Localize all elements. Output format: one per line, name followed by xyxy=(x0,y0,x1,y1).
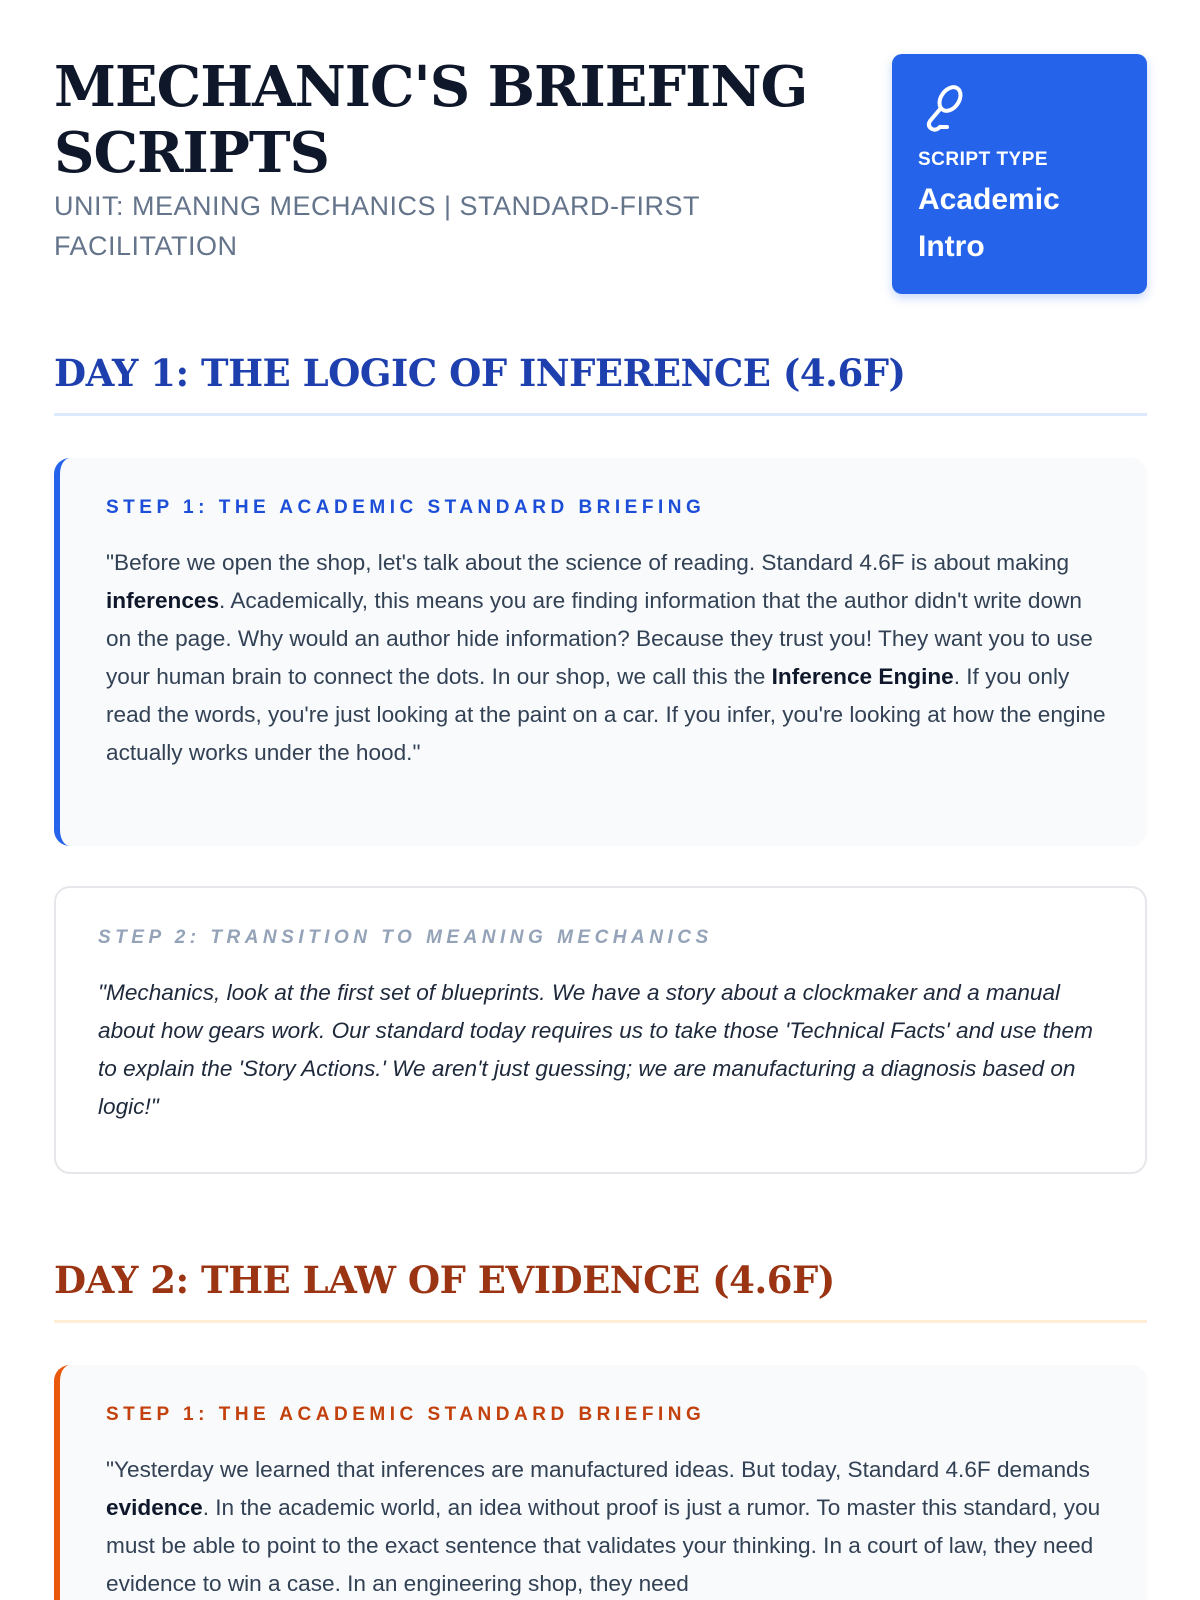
day-1-step-2-text: "Mechanics, look at the first set of blueprints. We have a story about a clockmaker and a manual about how gears work. Our standard today requires us to take those 'Technical Facts' and use them to explain the 'Story Actions.' We aren't just guessing; we are manufacturing a diagnosis based on logic!" xyxy=(98,980,1093,1119)
day-2-divider xyxy=(54,1320,1147,1323)
day-1-heading: DAY 1: THE LOGIC OF INFERENCE (4.6F) xyxy=(54,351,906,395)
day-1-step-2-card xyxy=(54,886,1147,1174)
page-subtitle: UNIT: MEANING MECHANICS | STANDARD-FIRST FACILITATION xyxy=(54,191,700,261)
day-1-step-1-label: STEP 1: THE ACADEMIC STANDARD BRIEFING xyxy=(106,497,706,518)
script-text: . Academically, this means you are finding information that the author didn't write down on the page. Why would an author hide information? Because they trust you! They want you to use your human brain to connect the dots. In our shop, we call this the xyxy=(106,588,1093,689)
day-2-heading: DAY 2: THE LAW OF EVIDENCE (4.6F) xyxy=(54,1258,835,1302)
key-term: evidence xyxy=(106,1495,203,1520)
day-1-step-1-card xyxy=(54,458,1147,846)
script-type-value: Academic Intro xyxy=(918,183,1060,263)
page-title: MECHANIC'S BRIEFING SCRIPTS xyxy=(54,54,808,186)
script-text: "Yesterday we learned that inferences are manufactured ideas. But today, Standard 4.6F demands xyxy=(106,1457,1090,1482)
key-term: inferences xyxy=(106,588,220,613)
script-text: . If you only read the words, you're just looking at the paint on a car. If you infer, you're looking at how the engine actually works under the hood." xyxy=(106,664,1106,765)
script-type-card xyxy=(892,54,1147,294)
script-type-label: SCRIPT TYPE xyxy=(918,149,1049,170)
day-2-step-1-label: STEP 1: THE ACADEMIC STANDARD BRIEFING xyxy=(106,1404,706,1425)
key-term: Inference Engine xyxy=(771,664,954,689)
script-text: "Before we open the shop, let's talk about the science of reading. Standard 4.6F is about making xyxy=(106,550,1070,575)
day-1-step-2-label: STEP 2: TRANSITION TO MEANING MECHANICS xyxy=(98,927,713,948)
day-2-step-1-card xyxy=(54,1365,1147,1600)
day-1-step-1-text xyxy=(106,544,1107,772)
microphone-icon xyxy=(920,82,968,134)
page-header xyxy=(54,54,1147,294)
script-text: . In the academic world, an idea without proof is just a rumor. To master this standard, you must be able to point to the exact sentence that validates your thinking. In a court of law, they need evidence to win a case. In an engineering shop, they need xyxy=(106,1495,1101,1596)
day-1-divider xyxy=(54,413,1147,416)
day-2-step-1-text xyxy=(106,1451,1107,1600)
